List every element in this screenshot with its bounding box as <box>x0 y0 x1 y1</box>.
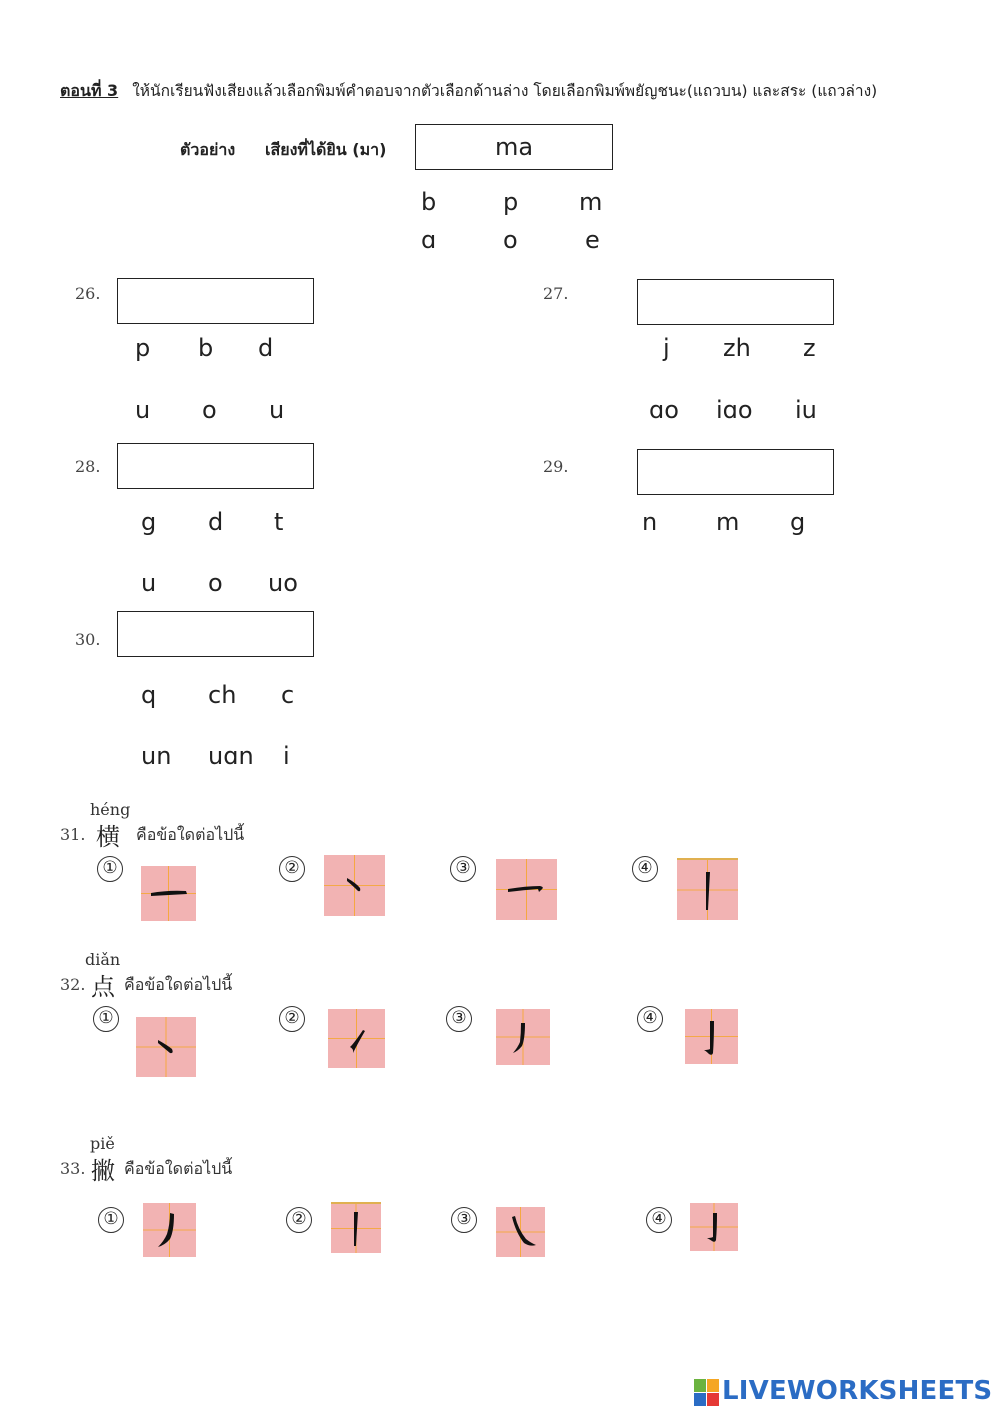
stroke-dian-icon <box>136 1017 196 1077</box>
choice-marker[interactable]: ① <box>93 1006 119 1032</box>
hanzi-character: 撇 <box>91 1157 115 1185</box>
stroke-pie-icon <box>143 1203 196 1257</box>
question-prompt: คือข้อใดต่อไปนี้ <box>136 825 245 844</box>
stroke-tile-heng[interactable] <box>141 866 196 921</box>
answer-input-28[interactable] <box>117 443 314 489</box>
hanzi-character: 点 <box>91 973 115 1001</box>
answer-input-27[interactable] <box>637 279 834 325</box>
vowel-option: un <box>141 742 172 770</box>
instruction-text: ให้นักเรียนฟังเสียงแล้วเลือกพิมพ์คำตอบจากตัวเลือกด้านล่าง โดยเลือกพิมพ์พยัญชนะ(แถวบน) และสระ (แถวล่าง) <box>132 82 878 100</box>
consonant-option: ch <box>208 681 237 709</box>
question-number: 33. <box>60 1159 86 1178</box>
consonant-option: q <box>141 681 157 709</box>
stroke-shu-icon <box>331 1204 381 1253</box>
stroke-shupie-icon <box>496 1009 550 1065</box>
stroke-dian-icon <box>324 855 385 916</box>
stroke-tile-dian[interactable] <box>136 1017 196 1077</box>
consonant-option: j <box>663 334 670 362</box>
choice-marker[interactable]: ② <box>279 1006 305 1032</box>
question-number: 31. <box>60 825 86 844</box>
heard-sound-label: เสียงที่ได้ยิน (มา) <box>265 140 387 159</box>
example-label: ตัวอย่าง <box>180 140 236 159</box>
stroke-tile-ti[interactable] <box>328 1009 385 1068</box>
example-vowel: e <box>585 226 600 254</box>
brand-text: LIVEWORKSHEETS <box>722 1376 993 1406</box>
vowel-option: o <box>202 396 217 424</box>
vowel-option: u <box>141 569 157 597</box>
example-consonant: m <box>579 188 603 216</box>
consonant-option: z <box>803 334 816 362</box>
stroke-tile-pie[interactable] <box>143 1203 196 1257</box>
choice-marker[interactable]: ① <box>98 1207 124 1233</box>
hanzi-character: 横 <box>96 823 120 851</box>
question-number: 28. <box>75 457 101 476</box>
pinyin-label: piě <box>90 1134 115 1153</box>
stroke-heng-icon <box>141 866 196 921</box>
question-number: 29. <box>543 457 569 476</box>
choice-marker[interactable]: ④ <box>646 1207 672 1233</box>
stroke-tile-shu[interactable] <box>331 1202 381 1253</box>
stroke-na-icon <box>496 1207 545 1257</box>
choice-marker[interactable]: ① <box>97 856 123 882</box>
question-number: 26. <box>75 284 101 303</box>
pinyin-label: diǎn <box>85 950 121 969</box>
answer-input-30[interactable] <box>117 611 314 657</box>
question-number: 32. <box>60 975 86 994</box>
stroke-shugou-icon <box>685 1009 738 1064</box>
vowel-option: iɑo <box>716 396 753 424</box>
part-label: ตอนที่ 3 <box>60 81 119 100</box>
choice-marker[interactable]: ④ <box>637 1006 663 1032</box>
consonant-option: b <box>198 334 214 362</box>
question-number: 30. <box>75 630 101 649</box>
stroke-tile-dian[interactable] <box>324 855 385 916</box>
answer-input-29[interactable] <box>637 449 834 495</box>
vowel-option: uo <box>268 569 298 597</box>
consonant-option: p <box>135 334 151 362</box>
choice-marker[interactable]: ③ <box>446 1006 472 1032</box>
consonant-option: t <box>274 508 284 536</box>
choice-marker[interactable]: ③ <box>451 1207 477 1233</box>
stroke-tile-hengpie[interactable] <box>496 859 557 920</box>
consonant-option: d <box>258 334 274 362</box>
liveworksheets-mark-icon <box>694 1379 720 1407</box>
stroke-shu-icon <box>677 860 738 920</box>
stroke-tile-shupie[interactable] <box>496 1009 550 1065</box>
example-consonant: b <box>421 188 437 216</box>
consonant-option: c <box>281 681 295 709</box>
vowel-option: ɑo <box>649 396 679 424</box>
choice-marker[interactable]: ④ <box>632 856 658 882</box>
vowel-option: uɑn <box>208 742 254 770</box>
choice-marker[interactable]: ② <box>286 1207 312 1233</box>
consonant-option: m <box>716 508 740 536</box>
answer-input-26[interactable] <box>117 278 314 324</box>
stroke-tile-shu[interactable] <box>677 858 738 920</box>
stroke-hengpie-icon <box>496 859 557 920</box>
vowel-option: u <box>269 396 285 424</box>
choice-marker[interactable]: ③ <box>450 856 476 882</box>
stroke-shugou-icon <box>690 1203 738 1251</box>
consonant-option: zh <box>723 334 751 362</box>
consonant-option: n <box>642 508 658 536</box>
vowel-option: o <box>208 569 223 597</box>
example-consonant: p <box>503 188 519 216</box>
liveworksheets-logo <box>694 1376 993 1410</box>
question-prompt: คือข้อใดต่อไปนี้ <box>124 975 233 994</box>
choice-marker[interactable]: ② <box>279 856 305 882</box>
stroke-tile-na[interactable] <box>496 1207 545 1257</box>
stroke-ti-icon <box>328 1009 385 1068</box>
vowel-option: u <box>135 396 151 424</box>
example-answer-box: ma <box>415 124 613 170</box>
stroke-tile-shugou[interactable] <box>690 1203 738 1251</box>
instructions-line <box>60 78 960 104</box>
consonant-option: g <box>790 508 806 536</box>
vowel-option: iu <box>795 396 817 424</box>
consonant-option: g <box>141 508 157 536</box>
example-vowel: o <box>503 226 518 254</box>
pinyin-label: héng <box>90 800 131 819</box>
example-vowel: ɑ <box>421 226 437 254</box>
consonant-option: d <box>208 508 224 536</box>
stroke-tile-shugou[interactable] <box>685 1009 738 1064</box>
vowel-option: i <box>283 742 290 770</box>
question-prompt: คือข้อใดต่อไปนี้ <box>124 1159 233 1178</box>
question-number: 27. <box>543 284 569 303</box>
